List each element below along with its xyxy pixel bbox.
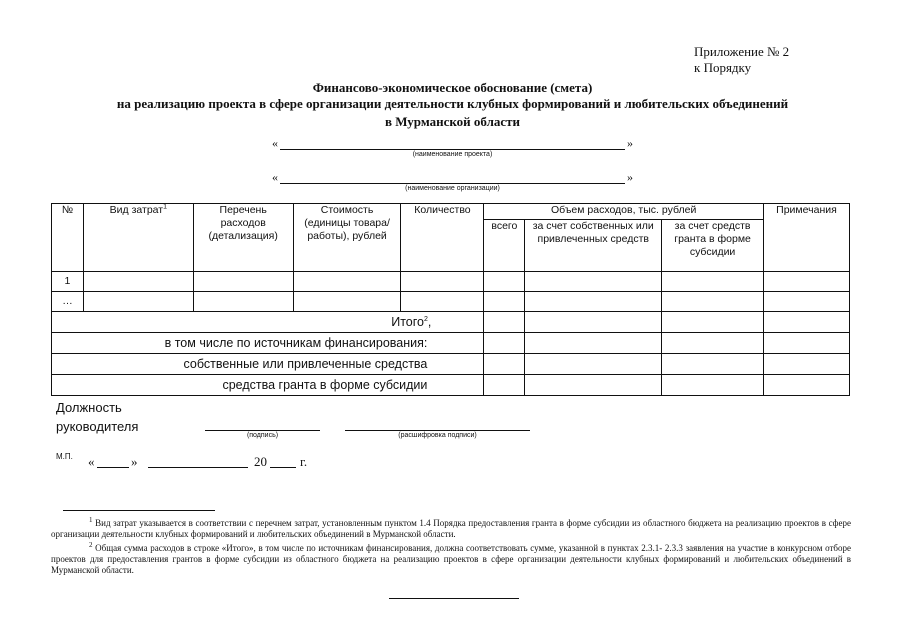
date-year-field[interactable] [270, 455, 296, 468]
col-header-volume: Объем расходов, тыс. рублей [484, 204, 764, 220]
grant-funds-notes-cell[interactable] [763, 375, 849, 396]
col-header-cost: Стоимость (единицы товара/работы), рублей [293, 204, 401, 272]
col-header-kind: Вид затрат$^1$ [83, 204, 193, 272]
cell-detail[interactable] [193, 292, 293, 312]
total-label: Итого$^2$, [52, 312, 484, 333]
col-header-no: № [52, 204, 84, 272]
position-label [56, 398, 138, 436]
sources-label: в том числе по источникам финансирования: [52, 333, 484, 354]
own-funds-label: собственные или привлеченные средства [52, 354, 484, 375]
cell-quantity[interactable] [401, 272, 484, 292]
sources-grant-cell[interactable] [662, 333, 764, 354]
own-funds-own-cell[interactable] [525, 354, 662, 375]
estimate-table [51, 203, 850, 396]
cell-grant[interactable] [662, 292, 764, 312]
signature-decode-caption: (расшифровка подписи) [398, 432, 477, 439]
col-header-total: всего [484, 220, 525, 272]
project-quote-close: » [627, 136, 633, 150]
org-quote-close: » [627, 170, 633, 184]
cell-total[interactable] [484, 272, 525, 292]
header-row-1 [52, 204, 850, 220]
sources-own-cell[interactable] [525, 333, 662, 354]
position-line-2: руководителя [56, 419, 139, 434]
row-number: 1 [52, 272, 84, 292]
project-name-field[interactable] [280, 136, 625, 150]
table-row [52, 292, 850, 312]
cell-grant[interactable] [662, 272, 764, 292]
signature-caption: (подпись) [246, 432, 279, 439]
document-subtitle: на реализацию проекта в сфере организации деятельности клубных формирований и любительских объединений [116, 96, 789, 111]
sources-sum-cell[interactable] [484, 333, 525, 354]
table-row [52, 272, 850, 292]
organization-name-field[interactable] [280, 170, 625, 184]
sources-notes-cell[interactable] [763, 333, 849, 354]
date-month-field[interactable] [148, 455, 248, 468]
own-funds-sum-cell[interactable] [484, 354, 525, 375]
org-quote-open: « [272, 170, 278, 184]
date-year-prefix: 20 [254, 454, 267, 469]
date-quote-close: » [131, 454, 138, 469]
col-header-notes: Примечания [763, 204, 849, 272]
end-separator [389, 598, 519, 599]
stamp-place-label: М.П. [56, 452, 73, 461]
own-funds-notes-cell[interactable] [763, 354, 849, 375]
grant-funds-grant-cell[interactable] [662, 375, 764, 396]
organization-name-caption: (наименование организации) [405, 185, 500, 192]
project-quote-open: « [272, 136, 278, 150]
cell-kind[interactable] [83, 292, 193, 312]
total-own-cell[interactable] [525, 312, 662, 333]
cell-cost[interactable] [293, 292, 401, 312]
total-row [52, 312, 850, 333]
appendix-line-1: Приложение № 2 [694, 44, 790, 59]
grant-funds-row [52, 375, 850, 396]
grant-funds-own-cell[interactable] [525, 375, 662, 396]
total-sum-cell[interactable] [484, 312, 525, 333]
project-name-caption: (наименование проекта) [412, 151, 493, 158]
position-line-1: Должность [56, 400, 122, 415]
footnote-separator [63, 510, 215, 511]
cell-own[interactable] [525, 292, 662, 312]
grant-funds-sum-cell[interactable] [484, 375, 525, 396]
own-funds-grant-cell[interactable] [662, 354, 764, 375]
cell-own[interactable] [525, 272, 662, 292]
cell-total[interactable] [484, 292, 525, 312]
col-header-quantity: Количество [401, 204, 484, 272]
appendix-line-2: к Порядку [694, 60, 752, 75]
cell-cost[interactable] [293, 272, 401, 292]
document-subtitle-region: в Мурманской области [384, 114, 521, 129]
grant-funds-label: средства гранта в форме субсидии [52, 375, 484, 396]
cell-detail[interactable] [193, 272, 293, 292]
col-header-own: за счет собственных или привлеченных средств [525, 220, 662, 272]
appendix-block [694, 44, 789, 76]
col-header-grant: за счет средств гранта в форме субсидии [662, 220, 764, 272]
date-day-field[interactable] [97, 455, 129, 468]
cell-kind[interactable] [83, 272, 193, 292]
date-quote-open: « [88, 454, 95, 469]
footnote-1: $^1$ Вид затрат указывается в соответствии с перечнем затрат, установленным пунктом 1.4 Порядка предоставления гранта в форме субсидии из областного бюджета на реализацию проектов в сфере организации деятельности клубных формирований и любительских объединений в Мурманской области. [51, 516, 851, 539]
footnote-2: $^2$ Общая сумма расходов в строке «Итого», в том числе по источникам финансирования, должна соответствовать сумме, указанной в пунктах 2.3.1- 2.3.3 заявления на участие в конкурсном отборе проектов для предоставления грантов в форме субсидии из областного бюджета на реализацию проектов в сфере организации деятельности клубных формирований и любительских объединений в Мурманской области. [51, 541, 852, 575]
signature-decode-field[interactable] [345, 418, 530, 431]
col-header-detail: Перечень расходов (детализация) [193, 204, 293, 272]
document-title: Финансово-экономическое обоснование (смета) [312, 80, 593, 95]
date-year-suffix: г. [300, 454, 308, 469]
cell-quantity[interactable] [401, 292, 484, 312]
row-number: … [52, 292, 84, 312]
sources-row [52, 333, 850, 354]
cell-notes[interactable] [763, 272, 849, 292]
own-funds-row [52, 354, 850, 375]
total-notes-cell[interactable] [763, 312, 849, 333]
cell-notes[interactable] [763, 292, 849, 312]
total-grant-cell[interactable] [662, 312, 764, 333]
signature-field[interactable] [205, 418, 320, 431]
